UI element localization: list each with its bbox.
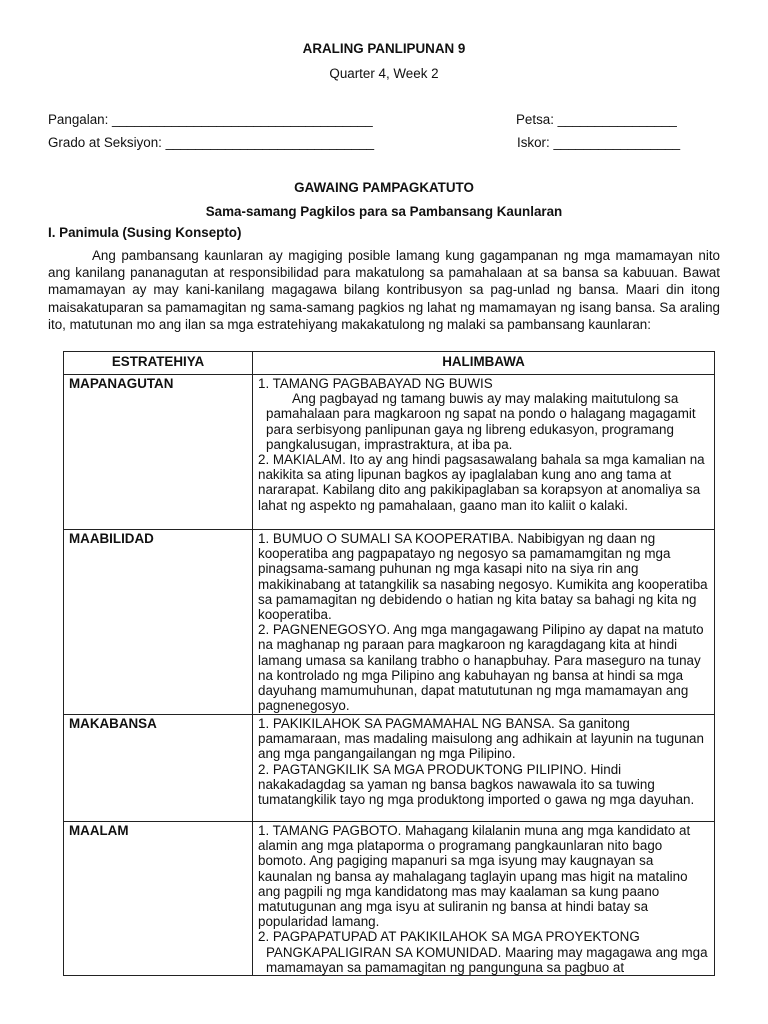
example-item-body [258, 945, 709, 975]
strategy-cell: MAPANAGUTAN [64, 375, 253, 530]
example-cell [253, 822, 715, 976]
column-header-strategy: ESTRATEHIYA [64, 352, 253, 375]
section-heading: I. Panimula (Susing Konsepto) [48, 225, 242, 240]
example-item-heading: 2. PAGTANGKILIK SA MGA PRODUKTONG PILIPINO. Hindi nakakadagdag sa yaman ng bansa bagkos nawawala ito sa tuwing tumatangkilik tayo ng mga produktong imported o gawa ng mga dayuhan. [258, 761, 695, 808]
example-item-body [258, 391, 709, 452]
example-item-body-text: Ang pagbayad ng tamang buwis ay may malaking maitutulong sa pamahalaan para magkaroon ng sapat na pondo o halagang magagamit para serbisyong panlipunan gaya ng libreng edukasyon, programang pangkalusugan, imprastraktura, at iba pa. [266, 391, 696, 452]
score-field-label[interactable]: Iskor: _________________ [517, 135, 681, 150]
example-item-heading: 1. PAKIKILAHOK SA PAGMAMAHAL NG BANSA. Sa ganitong pamamaraan, mas madaling maisulong ang adhikain at layunin na tugunan ang mga pangangailangan ng mga Pilipino. [258, 716, 704, 762]
strategy-cell: MAKABANSA [64, 715, 253, 822]
example-item-heading: 1. TAMANG PAGBOTO. Mahagang kilalanin muna ang mga kandidato at alamin ang mga plataporma o programang pangkaunlaran nito bago bomoto. Ang pagiging mapanuri sa mga isyung may kaugnayan sa kaunalan ng bansa ay mahalagang taglayin upang mas higit na matalino ang pagpili ng mga kandidatong mas may kaalaman sa kung paano matutugunan ang mga isyu at suliranin ng bansa at hindi batay sa popularidad lamang. [258, 823, 691, 930]
activity-title: GAWAING PAMPAGKATUTO [294, 180, 474, 195]
example-item-body-text: PANGKAPALIGIRAN SA KOMUNIDAD. Maaring may magagawa ang mga mamamayan sa pamamagitan ng pangunguna sa pagbuo at [266, 944, 708, 975]
table-row [64, 715, 715, 822]
example-cell [253, 530, 715, 715]
table-row [64, 530, 715, 715]
table-row [64, 375, 715, 530]
strategy-table [63, 351, 715, 976]
table-header-row [64, 352, 715, 375]
strategy-cell: MAABILIDAD [64, 530, 253, 715]
intro-paragraph-text: Ang pambansang kaunlaran ay magiging posible lamang kung gagampanan ng mga mamamayan nito ang kanilang pananagutan at responsibilidad para makatulong sa pamahalaan at sa bansa sa kabuuan. Bawat mamamayan ay may kani-kanilang magagawa bilang kontribusyon sa pag-unlad ng bansa. Maari din itong maisakatuparan sa pamamagitan ng sama-samang pagkios ng lahat ng mamamayan ng isang bansa. Sa araling ito, matutunan mo ang ilan sa mga estratehiyang makakatulong ng malaki sa pambansang kaunlaran: [48, 248, 720, 332]
example-item-heading: 1. BUMUO O SUMALI SA KOOPERATIBA. Nabibigyan ng daan ng kooperatiba ang pagpapatayo ng negosyo sa pamamamgitan ng mga pinagsama-samang puhunan ng mga kasapi nito na siya rin ang makikinabang at tatangkilik sa nasabing negosyo. Kumikita ang kooperatiba sa pamamagitan ng debidendo o hatian ng kita batay sa bahagi ng kita ng kooperatiba. [258, 531, 708, 623]
column-header-example: HALIMBAWA [253, 352, 715, 375]
example-item-heading: 2. PAGNENEGOSYO. Ang mga mangagawang Pilipino ay dapat na matuto na maghanap ng paraan para magkaroon ng karagdagang kita at hindi lamang umasa sa kanilang trabho o hanapbuhay. Para maseguro na tunay na kontrolado ng mga Pilipino ang kabuhayan ng bansa at hindi sa mga dayuhang mamumuhunan, dapat matututunan ng mga mamamayan ang pagnenegosyo. [258, 622, 704, 714]
example-cell [253, 375, 715, 530]
quarter-week: Quarter 4, Week 2 [329, 66, 439, 81]
example-item-heading: 2. PAGPAPATUPAD AT PAKIKILAHOK SA MGA PROYEKTONG [258, 929, 640, 945]
example-item-heading: 2. MAKIALAM. Ito ay ang hindi pagsasawalang bahala sa mga kamalian na nakikita sa ating lipunan bagkos ay ipaglalaban kung ano ang tama at nararapat. Kabilang dito ang pakikipaglaban sa korapsyon at anomaliya sa lahat ng aspekto ng pamahalaan, gaano man ito kaliit o kalaki. [258, 452, 705, 513]
grade-section-field-label[interactable]: Grado at Seksiyon: ____________________________ [48, 135, 375, 150]
date-field-label[interactable]: Petsa: ________________ [516, 112, 677, 127]
example-cell [253, 715, 715, 822]
example-item-heading: 1. TAMANG PAGBABAYAD NG BUWIS [258, 376, 493, 391]
intro-paragraph [48, 247, 720, 333]
name-field-label[interactable]: Pangalan: ___________________________________ [48, 112, 373, 127]
lesson-title: Sama-samang Pagkilos para sa Pambansang Kaunlaran [205, 204, 563, 219]
strategy-cell: MAALAM [64, 822, 253, 976]
subject-title: ARALING PANLIPUNAN 9 [302, 41, 466, 56]
table-row [64, 822, 715, 976]
